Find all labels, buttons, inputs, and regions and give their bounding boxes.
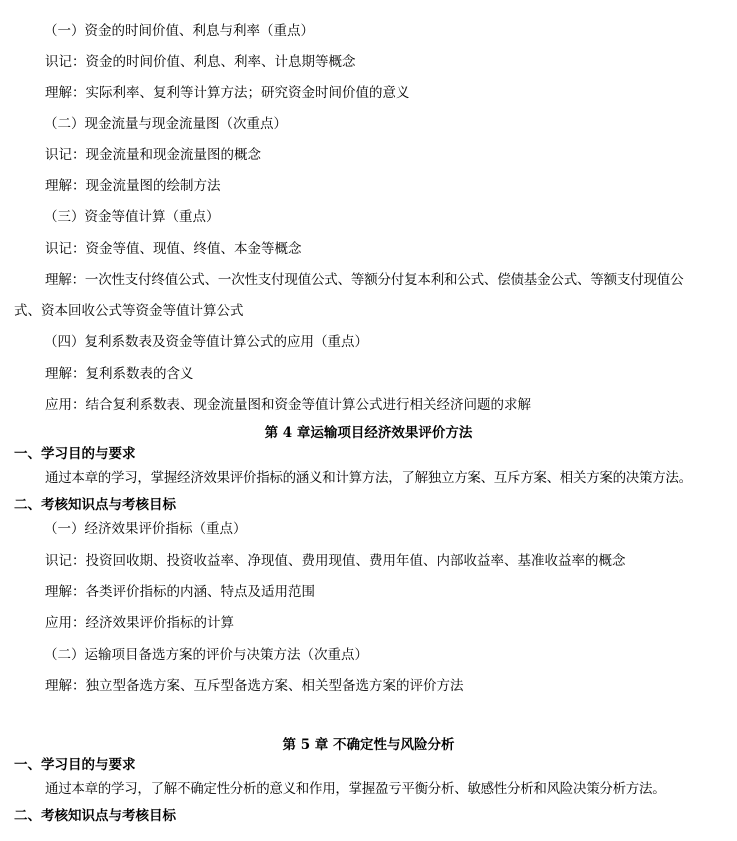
apply-line: 应用：经济效果评价指标的计算 bbox=[45, 615, 234, 631]
learning-goals-heading: 一、学习目的与要求 bbox=[14, 757, 136, 773]
chapter-4-title: 第 4 章运输项目经济效果评价方法 bbox=[264, 425, 473, 441]
recall-line: 识记：投资回收期、投资收益率、净现值、费用现值、费用年值、内部收益率、基准收益率的概念 bbox=[45, 553, 626, 569]
apply-line: 应用：结合复利系数表、现金流量图和资金等值计算公式进行相关经济问题的求解 bbox=[45, 397, 531, 413]
understand-line: 理解：一次性支付终值公式、一次性支付现值公式、等额分付复本利和公式、偿债基金公式、等额支付现值公 bbox=[45, 272, 684, 288]
learning-goals-text: 通过本章的学习，了解不确定性分析的意义和作用，掌握盈亏平衡分析、敏感性分析和风险决策分析方法。 bbox=[45, 781, 666, 797]
recall-line: 识记：资金的时间价值、利息、利率、计息期等概念 bbox=[45, 54, 356, 70]
exam-points-heading: 二、考核知识点与考核目标 bbox=[14, 808, 176, 824]
exam-points-heading: 二、考核知识点与考核目标 bbox=[14, 497, 176, 513]
section-heading: （一）经济效果评价指标（重点） bbox=[44, 521, 247, 537]
understand-line: 理解：独立型备选方案、互斥型备选方案、相关型备选方案的评价方法 bbox=[45, 678, 464, 694]
recall-line: 识记：资金等值、现值、终值、本金等概念 bbox=[45, 241, 302, 257]
learning-goals-text: 通过本章的学习，掌握经济效果评价指标的涵义和计算方法，了解独立方案、互斥方案、相关方案的决策方法。 bbox=[45, 470, 692, 486]
learning-goals-heading: 一、学习目的与要求 bbox=[14, 446, 136, 462]
understand-line-continued: 式、资本回收公式等资金等值计算公式 bbox=[14, 303, 244, 319]
understand-line: 理解：复利系数表的含义 bbox=[45, 366, 194, 382]
chapter-5-title: 第 5 章 不确定性与风险分析 bbox=[282, 737, 455, 753]
understand-line: 理解：各类评价指标的内涵、特点及适用范围 bbox=[45, 584, 315, 600]
recall-line: 识记：现金流量和现金流量图的概念 bbox=[45, 147, 261, 163]
section-heading: （二）运输项目备选方案的评价与决策方法（次重点） bbox=[44, 647, 368, 663]
section-heading: （一）资金的时间价值、利息与利率（重点） bbox=[44, 23, 314, 39]
section-heading: （二）现金流量与现金流量图（次重点） bbox=[44, 116, 287, 132]
section-heading: （三）资金等值计算（重点） bbox=[44, 209, 220, 225]
understand-line: 理解：现金流量图的绘制方法 bbox=[45, 178, 221, 194]
section-heading: （四）复利系数表及资金等值计算公式的应用（重点） bbox=[44, 334, 368, 350]
understand-line: 理解：实际利率、复利等计算方法；研究资金时间价值的意义 bbox=[45, 85, 410, 101]
